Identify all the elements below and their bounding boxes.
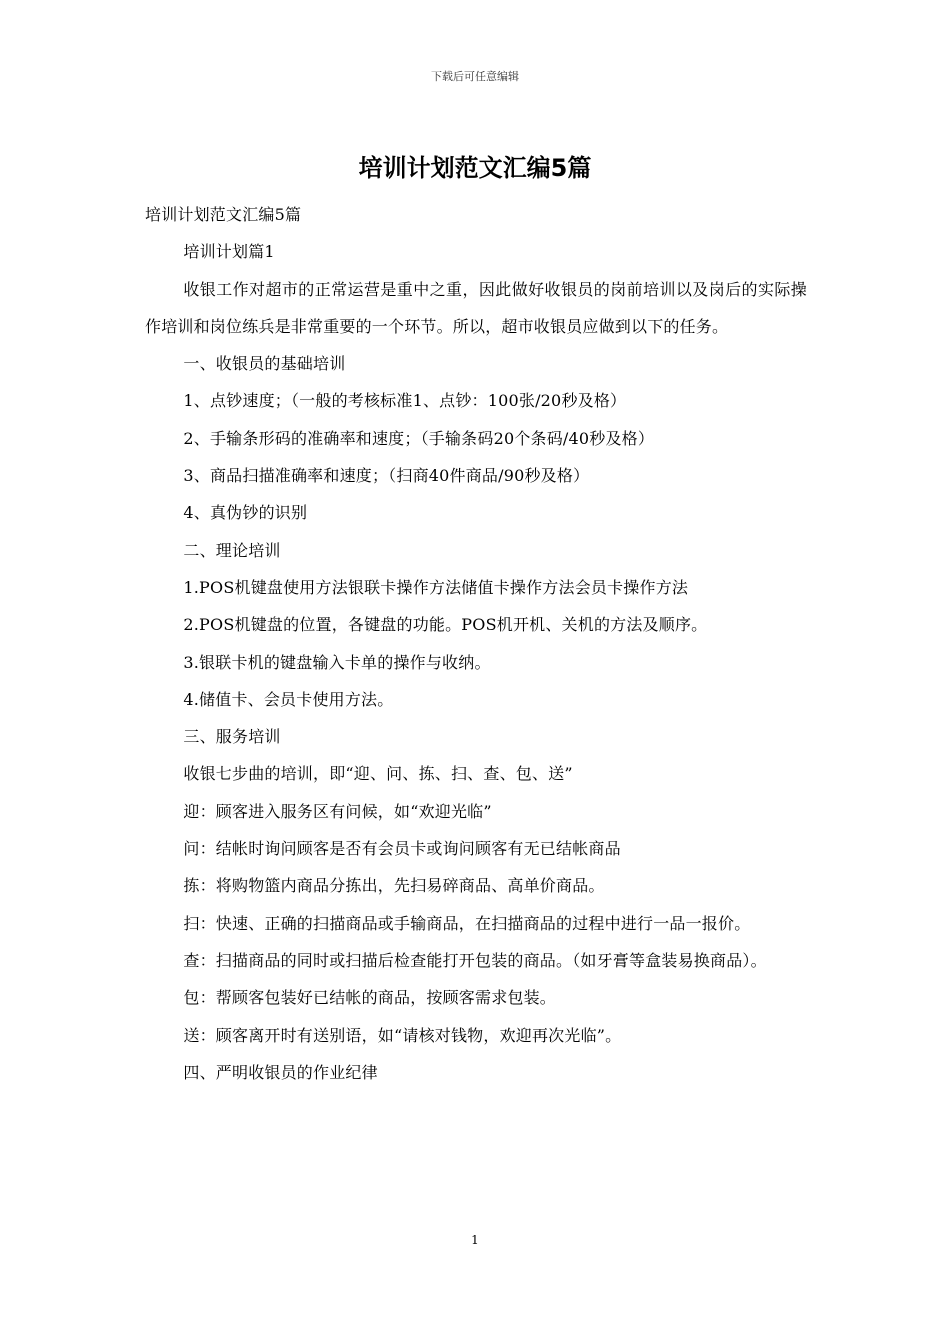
paragraph-heading: 一、收银员的基础培训 — [183, 354, 346, 374]
paragraph: 问：结帐时询问顾客是否有会员卡或询问顾客有无已结帐商品 — [183, 839, 621, 859]
paragraph-list-item: 4、真伪钞的识别 — [183, 503, 308, 523]
paragraph: 收银七步曲的培训，即“迎、问、拣、扫、查、包、送” — [183, 764, 573, 784]
paragraph: 迎：顾客进入服务区有问候，如“欢迎光临” — [183, 801, 492, 821]
paragraph: 包：帮顾客包装好已结帐的商品，按顾客需求包装。 — [183, 988, 556, 1008]
header-note: 下载后可任意编辑 — [431, 70, 519, 83]
paragraph-list-item: 3、商品扫描准确率和速度；（扫商40件商品/90秒及格） — [183, 466, 590, 486]
paragraph-list-item: 2、手输条形码的准确率和速度；（手输条码20个条码/40秒及格） — [183, 428, 655, 448]
paragraph-heading: 四、严明收银员的作业纪律 — [183, 1062, 378, 1082]
paragraph: 拣：将购物篮内商品分拣出，先扫易碎商品、高单价商品。 — [183, 876, 605, 896]
paragraph-heading: 三、服务培训 — [183, 727, 281, 747]
paragraph: 扫：快速、正确的扫描商品或手输商品，在扫描商品的过程中进行一品一报价。 — [183, 913, 751, 933]
paragraph: 收银工作对超市的正常运营是重中之重，因此做好收银员的岗前培训以及岗后的实际操作培训和岗位练兵是非常重要的一个环节。所以，超市收银员应做到以下的任务。 — [145, 279, 807, 336]
paragraph: 查：扫描商品的同时或扫描后检查能打开包装的商品。（如牙膏等盒装易换商品）。 — [183, 950, 767, 970]
document-body — [145, 196, 807, 1091]
paragraph-list-item: 1、点钞速度；（一般的考核标准1、点钞：100张/20秒及格） — [183, 391, 627, 411]
paragraph-list-item: 2.POS机键盘的位置，各键盘的功能。POS机开机、关机的方法及顺序。 — [183, 615, 708, 635]
page-number: 1 — [471, 1233, 479, 1247]
paragraph-list-item: 4.储值卡、会员卡使用方法。 — [183, 689, 394, 709]
paragraph-section-heading: 培训计划篇1 — [183, 242, 275, 262]
paragraph-list-item: 1.POS机键盘使用方法银联卡操作方法储值卡操作方法会员卡操作方法 — [183, 577, 689, 597]
paragraph-heading: 二、理论培训 — [183, 540, 281, 560]
document-title: 培训计划范文汇编5篇 — [358, 154, 592, 182]
paragraph: 送：顾客离开时有送别语，如“请核对钱物，欢迎再次光临”。 — [183, 1025, 622, 1045]
paragraph-list-item: 3.银联卡机的键盘输入卡单的操作与收纳。 — [183, 652, 491, 672]
paragraph-subtitle: 培训计划范文汇编5篇 — [145, 205, 302, 224]
